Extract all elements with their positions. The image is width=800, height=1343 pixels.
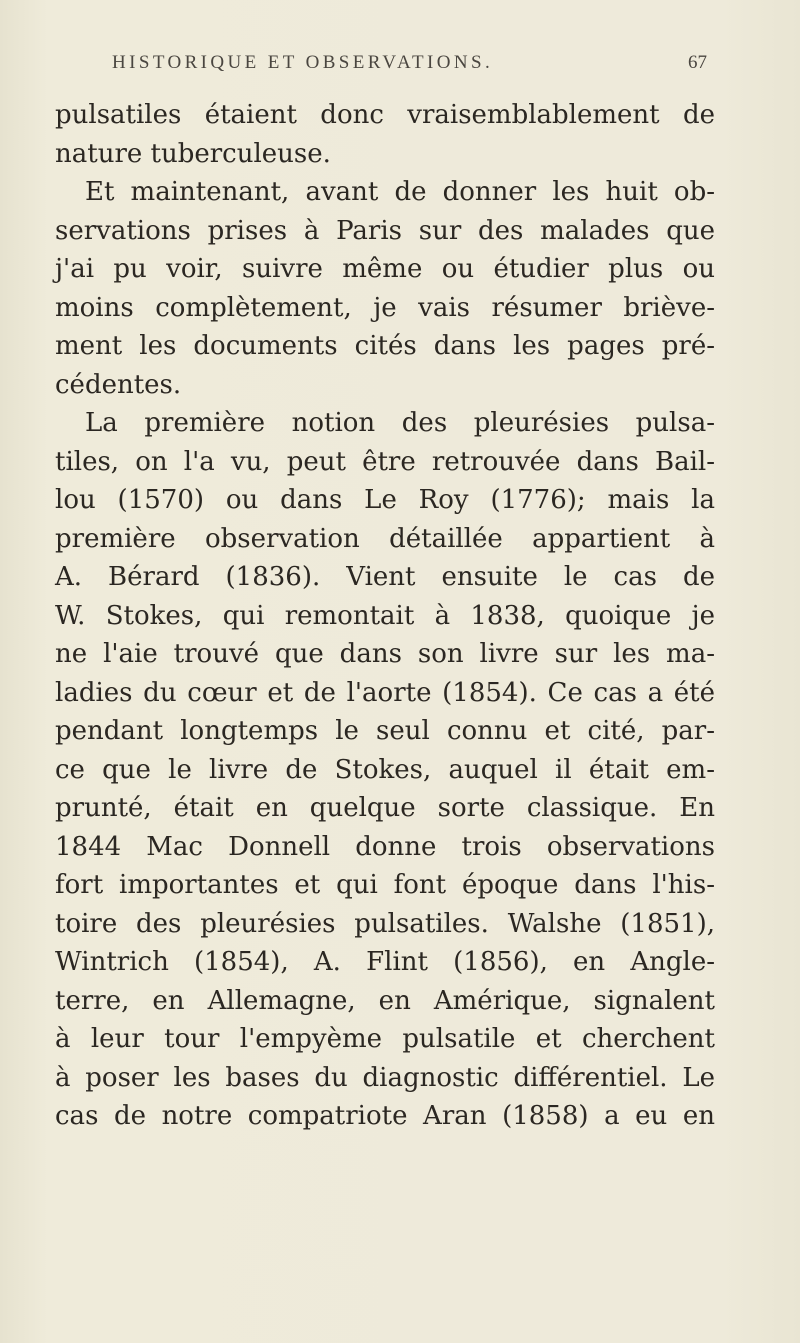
text-line: Wintrich (1854), A. Flint (1856), en Angle- bbox=[55, 947, 715, 977]
text-line: La première notion des pleurésies pulsa- bbox=[85, 408, 715, 438]
text-line: à poser les bases du diagnostic différentiel. Le bbox=[55, 1062, 715, 1093]
text-line: cédentes. bbox=[55, 369, 182, 400]
text-line: à leur tour l'empyème pulsatile et cherchent bbox=[55, 1024, 715, 1054]
text-line: j'ai pu voir, suivre même ou étudier plus ou bbox=[55, 254, 715, 284]
text-line: nature tuberculeuse. bbox=[55, 138, 331, 169]
text-line: pulsatiles étaient donc vraisemblablement de bbox=[55, 100, 715, 130]
text-line: toire des pleurésies pulsatiles. Walshe (1851), bbox=[55, 908, 715, 939]
text-line: ne l'aie trouvé que dans son livre sur les ma- bbox=[55, 639, 715, 669]
text-line: ce que le livre de Stokes, auquel il était em- bbox=[55, 754, 715, 785]
text-line: W. Stokes, qui remontait à 1838, quoique je bbox=[55, 600, 715, 631]
body-text bbox=[55, 96, 715, 1136]
text-line: pendant longtemps le seul connu et cité, par- bbox=[55, 716, 715, 746]
text-line: cas de notre compatriote Aran (1858) a eu en bbox=[55, 1101, 715, 1131]
text-line: servations prises à Paris sur des malades que bbox=[55, 215, 715, 246]
text-line: 1844 Mac Donnell donne trois observations bbox=[55, 831, 715, 862]
text-line: fort importantes et qui font époque dans l'his- bbox=[55, 870, 715, 900]
text-line: ladies du cœur et de l'aorte (1854). Ce cas a été bbox=[55, 677, 715, 708]
text-line: terre, en Allemagne, en Amérique, signalent bbox=[55, 985, 715, 1016]
page-number: 67 bbox=[688, 52, 707, 73]
text-line: Et maintenant, avant de donner les huit ob- bbox=[85, 177, 715, 207]
text-line: lou (1570) ou dans Le Roy (1776); mais la bbox=[55, 485, 715, 515]
text-line: tiles, on l'a vu, peut être retrouvée dans Bail- bbox=[55, 446, 715, 477]
page-header bbox=[112, 52, 707, 82]
text-line: moins complètement, je vais résumer briève- bbox=[55, 292, 715, 323]
running-head: HISTORIQUE ET OBSERVATIONS. bbox=[112, 52, 494, 73]
text-line: première observation détaillée appartient à bbox=[55, 523, 715, 554]
text-line: prunté, était en quelque sorte classique. En bbox=[55, 793, 715, 823]
text-line: A. Bérard (1836). Vient ensuite le cas de bbox=[55, 562, 715, 592]
text-line: ment les documents cités dans les pages pré- bbox=[55, 331, 715, 361]
